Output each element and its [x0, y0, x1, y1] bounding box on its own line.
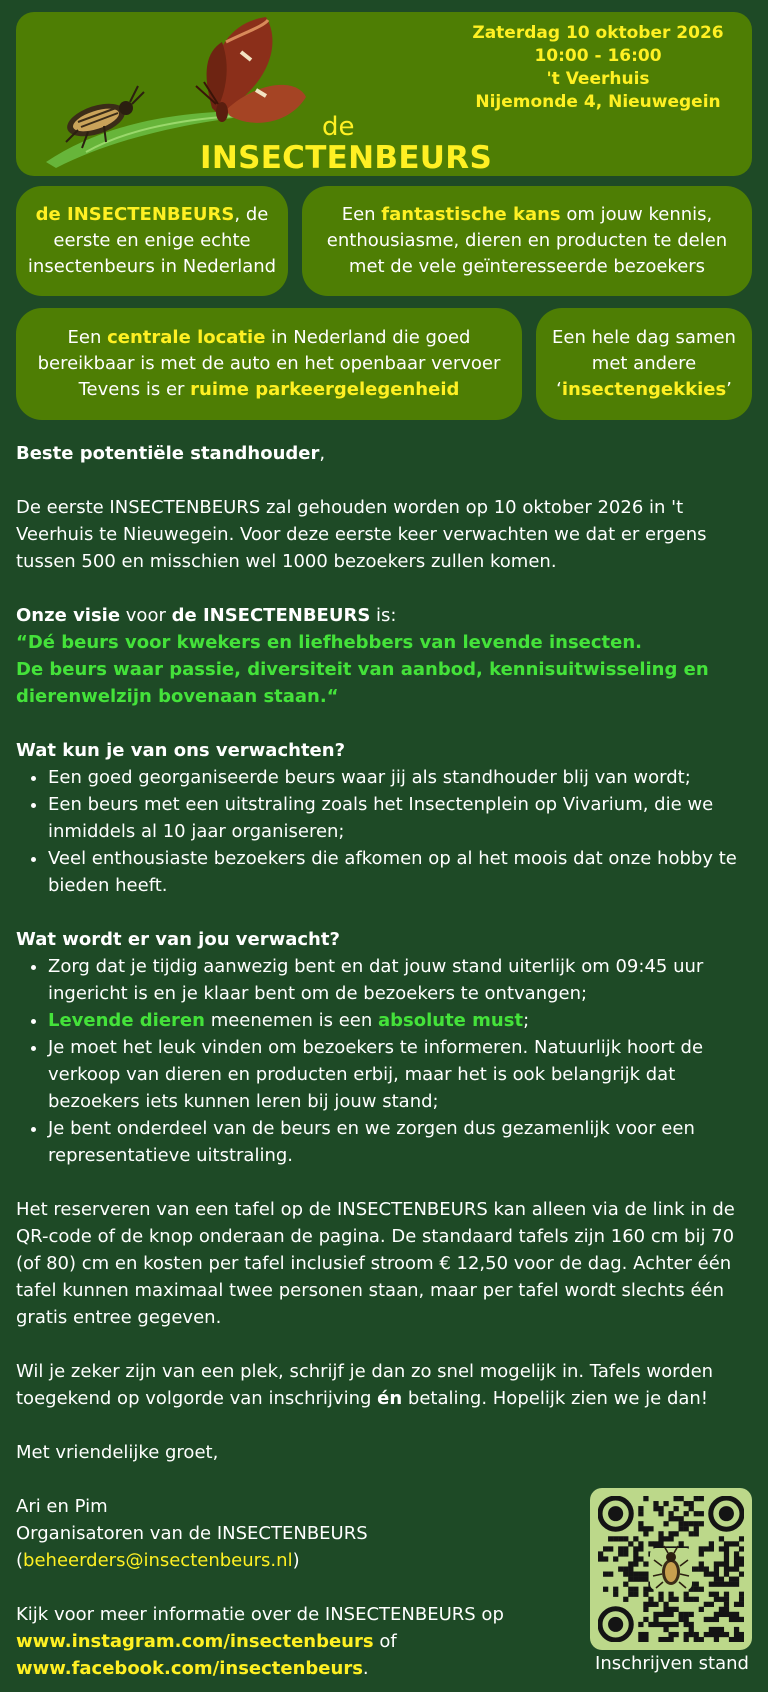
vision-line [16, 602, 756, 629]
box4-line2: samen met andere [591, 327, 736, 374]
expect-heading: Wat kun je van ons verwachten? [16, 740, 346, 761]
list-item: • Zorg dat je tijdig aanwezig bent en dat jouw stand uiterlijk om 09:45 uur ingericht is en je klaar bent om de bezoekers te ontvangen; [48, 953, 756, 1007]
signup-paragraph [16, 1358, 756, 1412]
event-date: Zaterdag 10 oktober 2026 [472, 23, 724, 43]
beetle-icon [650, 1546, 692, 1590]
box1-line2: de eerste en enige echte [53, 204, 269, 251]
box2-line3: met de vele geïnteresseerde bezoekers [348, 256, 706, 277]
feature-box-community [536, 308, 752, 420]
moth-icon [196, 17, 306, 123]
feature-box-location [16, 308, 522, 420]
event-time: 10:00 - 16:00 [534, 46, 662, 66]
box3-line3-a: Tevens is er [78, 379, 191, 400]
box2-text-a: Een [341, 204, 382, 225]
feature-box-opportunity [302, 186, 752, 296]
reserve-paragraph: Het reserveren van een tafel op de INSECTENBEURS kan alleen via de link in de QR-code of de knop onderaan de pagina. De standaard tafels zijn 160 cm bij 70 (of 80) cm en kosten per tafel inclusief stroom € 12,50 voor de dag. Achter één tafel kunnen maximaal twee personen staan, maar per tafel wordt slechts één gratis entree gegeven. [16, 1199, 735, 1328]
box3-highlight: centrale locatie [107, 327, 266, 348]
vision-for: voor [120, 605, 172, 626]
list-item: • Een beurs met een uitstraling zoals het Insectenplein op Vivarium, die we inmiddels al 10 jaar organiseren; [48, 791, 756, 845]
vision-is: is: [370, 605, 397, 626]
facebook-link[interactable]: www.facebook.com/insectenbeurs [16, 1658, 363, 1679]
event-info [458, 22, 738, 114]
event-address: Nijemonde 4, Nieuwegein [475, 92, 721, 112]
list-item: • Je moet het leuk vinden om bezoekers te informeren. Natuurlijk hoort de verkoop van dieren en producten erbij, maar het is ook belangrijk dat bezoekers iets kunnen leren bij jouw stand; [48, 1034, 756, 1115]
box4-line1: Een hele dag [552, 327, 670, 348]
more-info-text: Kijk voor meer informatie over de INSECTENBEURS op [16, 1604, 504, 1625]
you-heading: Wat wordt er van jou verwacht? [16, 929, 340, 950]
header-de: de [322, 112, 355, 142]
signup-qr-code[interactable] [590, 1488, 752, 1650]
intro-paragraph: De eerste INSECTENBEURS zal gehouden worden op 10 oktober 2026 in 't Veerhuis te Nieuwegein. Voor deze eerste keer verwachten we dat er ergens tussen 500 en misschien wel 1000 bezoekers zullen komen. [16, 497, 707, 572]
signup-text-b: betaling. Hopelijk zien we je dan! [402, 1388, 709, 1409]
expect-list [16, 764, 756, 899]
box3-line2: bereikbaar is met de auto en het openbaar vervoer [37, 353, 501, 374]
closing: Met vriendelijke groet, [16, 1442, 219, 1463]
qr-label: Inschrijven stand [595, 1653, 749, 1674]
box1-highlight: de INSECTENBEURS [35, 204, 235, 225]
box2-text-b: om jouw kennis, [560, 204, 713, 225]
paren-close: ) [292, 1550, 300, 1571]
vision-quote-1: “Dé beurs voor kwekers en liefhebbers van levende insecten. [16, 632, 643, 653]
vision-label: Onze visie [16, 605, 121, 626]
box2-line2: enthousiasme, dieren en producten te delen [326, 230, 728, 251]
signup-and: én [377, 1388, 403, 1409]
you-item2-text: meenemen is een [204, 1010, 378, 1031]
qr-code-icon [598, 1496, 744, 1642]
header-banner [16, 12, 752, 176]
signature-role: Organisatoren van de INSECTENBEURS [16, 1523, 368, 1544]
or-text: of [373, 1631, 397, 1652]
list-item [48, 1007, 756, 1034]
you-item2-end: ; [523, 1010, 530, 1031]
box3-parking-highlight: ruime parkeergelegenheid [190, 379, 460, 400]
vision-quote-2: De beurs waar passie, diversiteit van aanbod, kennisuitwisseling en dierenwelzijn bovenaan staan.“ [16, 659, 709, 707]
list-item: • Je bent onderdeel van de beurs en we zorgen dus gezamenlijk voor een representatieve uitstraling. [48, 1115, 756, 1169]
signature-names: Ari en Pim [16, 1496, 108, 1517]
live-animals-highlight: Levende dieren [48, 1010, 205, 1031]
email-link[interactable]: beheerders@insectenbeurs.nl [23, 1550, 293, 1571]
box1-line3: insectenbeurs in Nederland [27, 256, 277, 277]
must-highlight: absolute must [377, 1010, 524, 1031]
instagram-link[interactable]: www.instagram.com/insectenbeurs [16, 1631, 374, 1652]
box3-text-a: Een [67, 327, 108, 348]
paren-open: ( [16, 1550, 24, 1571]
greeting-comma: , [319, 443, 326, 464]
you-list [16, 953, 756, 1169]
box1-comma: , [234, 204, 241, 225]
vision-event: de INSECTENBEURS [171, 605, 371, 626]
greeting-bold: Beste potentiële standhouder [16, 443, 320, 464]
box3-text-b: in Nederland die goed [265, 327, 471, 348]
box4-quote-close: ’ [726, 379, 732, 400]
signup-text-a: Wil je zeker zijn van een plek, schrijf je dan zo snel mogelijk in. Tafels worden toegekend op volgorde van inschrijving [16, 1361, 714, 1409]
feature-box-unique [16, 186, 288, 296]
box4-quote-open: ‘ [556, 379, 562, 400]
header-title: INSECTENBEURS [200, 140, 493, 176]
event-venue: 't Veerhuis [546, 69, 650, 89]
period: . [362, 1658, 369, 1679]
list-item: • Een goed georganiseerde beurs waar jij als standhouder blij van wordt; [48, 764, 756, 791]
box4-highlight: insectengekkies [561, 379, 727, 400]
list-item: • Veel enthousiaste bezoekers die afkomen op al het moois dat onze hobby te bieden heeft. [48, 845, 756, 899]
box2-highlight: fantastische kans [381, 204, 561, 225]
greeting [16, 440, 756, 467]
